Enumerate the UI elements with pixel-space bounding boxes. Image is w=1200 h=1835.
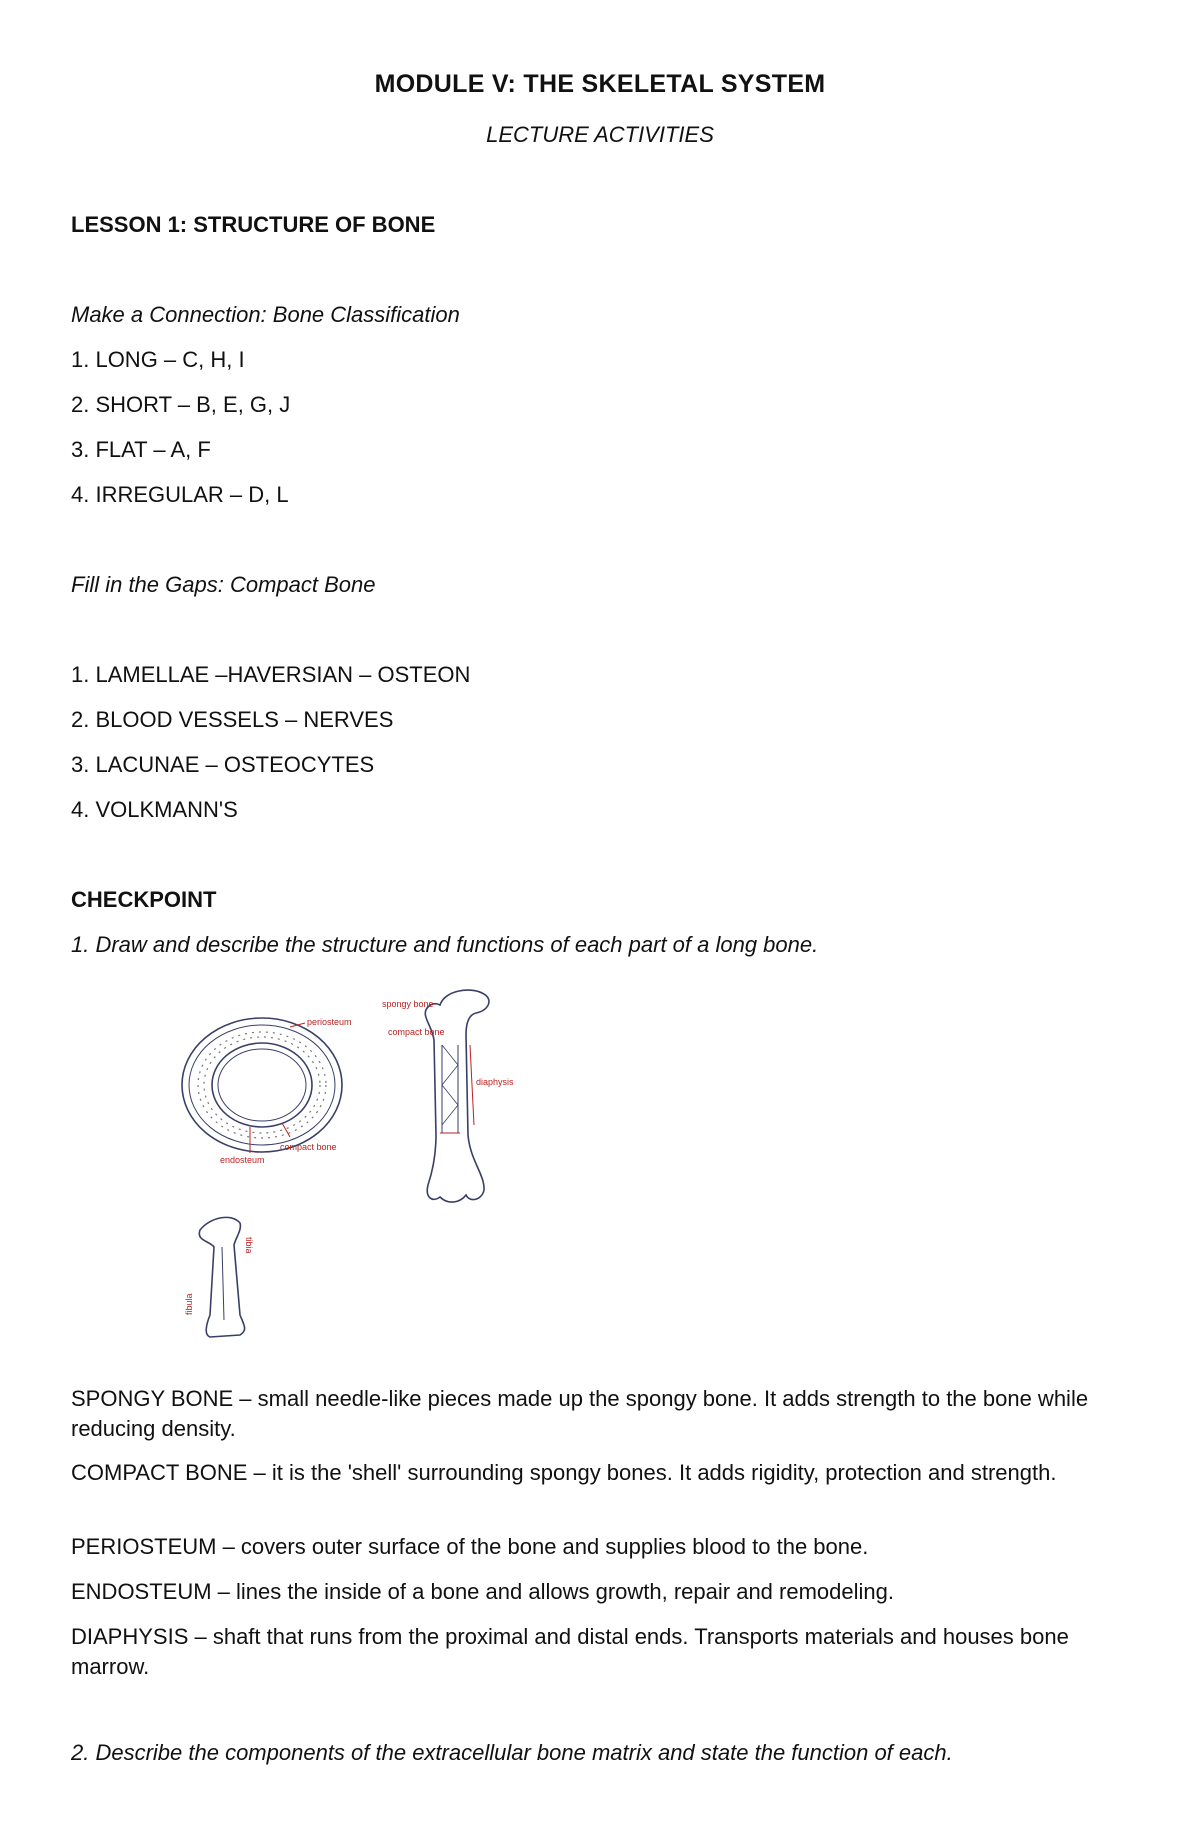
label-endosteum: endosteum [220,1155,265,1165]
classification-item: 3. FLAT – A, F [71,437,211,462]
long-bone-drawing [170,985,570,1355]
compact-gaps-item: 3. LACUNAE – OSTEOCYTES [71,752,375,777]
label-tibia: tibia [244,1237,254,1254]
classification-item: 2. SHORT – B, E, G, J [71,392,291,417]
lesson-heading: LESSON 1: STRUCTURE OF BONE [71,212,436,237]
label-spongy-bone: spongy bone [382,999,434,1009]
label-compact-bone: compact bone [280,1142,337,1152]
label-diaphysis: diaphysis [476,1077,514,1087]
compact-gaps-item: 2. BLOOD VESSELS – NERVES [71,707,394,732]
classification-item: 1. LONG – C, H, I [71,347,245,372]
label-fibula: fibula [184,1293,194,1315]
page-subtitle: LECTURE ACTIVITIES [486,122,714,147]
classification-item: 4. IRREGULAR – D, L [71,482,289,507]
checkpoint-heading: CHECKPOINT [71,887,217,912]
definition-spongy-bone: SPONGY BONE – small needle-like pieces made up the spongy bone. It adds strength to the bone while reducing density. [71,1386,1089,1441]
compact-gaps-item: 1. LAMELLAE –HAVERSIAN – OSTEON [71,662,471,687]
label-periosteum: periosteum [307,1017,352,1027]
compact-gaps-heading: Fill in the Gaps: Compact Bone [71,572,376,597]
femur-sketch [425,990,489,1202]
definition-periosteum: PERIOSTEUM – covers outer surface of the bone and supplies blood to the bone. [71,1534,869,1559]
definition-compact-bone: COMPACT BONE – it is the 'shell' surrounding spongy bones. It adds rigidity, protection and strength. [71,1460,1057,1485]
bone-cross-section [182,1018,342,1152]
compact-gaps-item: 4. VOLKMANN'S [71,797,238,822]
definition-endosteum: ENDOSTEUM – lines the inside of a bone and allows growth, repair and remodeling. [71,1579,894,1604]
page-title: MODULE V: THE SKELETAL SYSTEM [374,70,826,98]
label-compact-bone-2: compact bone [388,1027,445,1037]
checkpoint-question-1: 1. Draw and describe the structure and functions of each part of a long bone. [71,932,819,957]
classification-heading: Make a Connection: Bone Classification [71,302,460,327]
tibia-fibula-sketch [199,1217,244,1337]
checkpoint-question-2: 2. Describe the components of the extracellular bone matrix and state the function of each. [71,1740,953,1765]
definition-diaphysis: DIAPHYSIS – shaft that runs from the proximal and distal ends. Transports materials and houses bone marrow. [71,1624,1069,1679]
